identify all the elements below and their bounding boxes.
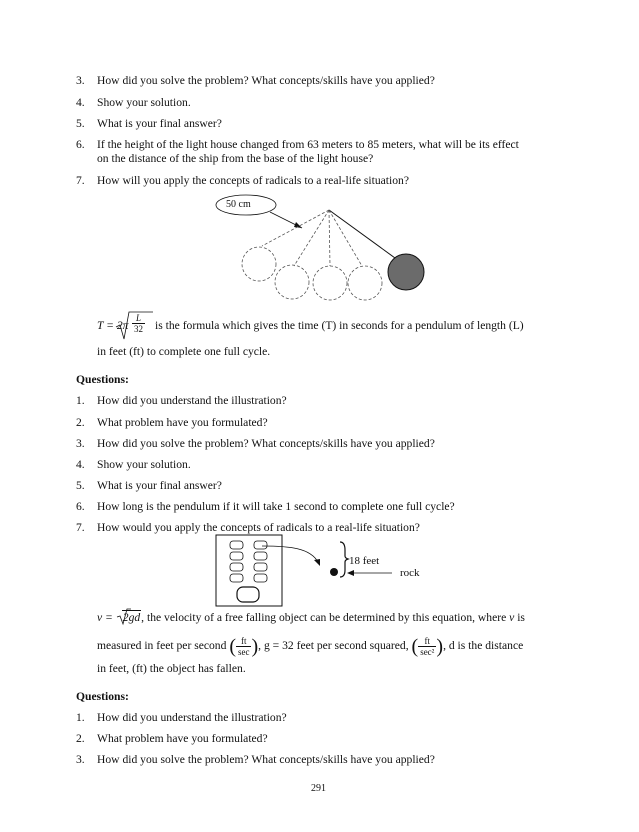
item-number: 3. xyxy=(76,753,85,766)
velocity-description: , the velocity of a free falling object can be determined by this equation, where xyxy=(141,611,507,624)
gravity-text: , g = 32 feet per second squared, xyxy=(258,639,409,653)
formula-lhs: T = 2π xyxy=(97,319,129,332)
unit-numerator: ft xyxy=(236,636,252,647)
distance-text: , d is the distance xyxy=(443,639,524,653)
question-text: What is your final answer? xyxy=(97,479,222,492)
question-text: How did you understand the illustration? xyxy=(97,394,287,407)
item-number: 1. xyxy=(76,394,85,407)
height-label: 18 feet xyxy=(349,555,380,567)
page-number: 291 xyxy=(311,783,326,794)
item-number: 3. xyxy=(76,74,85,87)
item-number: 6. xyxy=(76,500,85,513)
question-text: What problem have you formulated? xyxy=(97,732,268,745)
item-number: 4. xyxy=(76,96,85,109)
item-number: 2. xyxy=(76,732,85,745)
item-number: 7. xyxy=(76,521,85,534)
units-text: measured in feet per second xyxy=(97,639,227,653)
question-text: How did you solve the problem? What concepts/skills have you applied? xyxy=(97,437,435,450)
question-text: How would you apply the concepts of radicals to a real-life situation? xyxy=(97,521,420,534)
formula-numerator: L xyxy=(132,313,145,324)
formula-description-continued: in feet (ft) to complete one full cycle. xyxy=(97,345,271,358)
question-text: How did you solve the problem? What concepts/skills have you applied? xyxy=(97,74,435,87)
velocity-lhs: v = xyxy=(97,611,113,624)
questions-heading: Questions: xyxy=(76,373,129,386)
item-number: 7. xyxy=(76,174,85,187)
velocity-var: v xyxy=(509,611,515,624)
item-number: 4. xyxy=(76,458,85,471)
unit-numerator: ft xyxy=(418,636,436,647)
item-number: 1. xyxy=(76,711,85,724)
units-line-continued: in feet, (ft) the object has fallen. xyxy=(97,662,246,675)
question-text: What problem have you formulated? xyxy=(97,416,268,429)
question-text: How will you apply the concepts of radicals to a real-life situation? xyxy=(97,174,409,187)
pendulum-length-label: 50 cm xyxy=(226,199,251,210)
question-text-continued: on the distance of the ship from the base of the light house? xyxy=(97,152,374,165)
item-number: 6. xyxy=(76,138,85,151)
question-text: How did you solve the problem? What concepts/skills have you applied? xyxy=(97,753,435,766)
unit-denominator: sec xyxy=(237,647,250,657)
item-number: 5. xyxy=(76,479,85,492)
question-text: If the height of the light house changed from 63 meters to 85 meters, what will be its effect xyxy=(97,138,519,151)
velocity-description-end: is xyxy=(517,611,525,624)
unit-denominator: sec² xyxy=(420,647,435,657)
question-text: Show your solution. xyxy=(97,96,191,109)
formula-description: is the formula which gives the time (T) in seconds for a pendulum of length (L) xyxy=(155,319,524,332)
question-text: How did you understand the illustration? xyxy=(97,711,287,724)
item-number: 2. xyxy=(76,416,85,429)
question-text: What is your final answer? xyxy=(97,117,222,130)
questions-heading: Questions: xyxy=(76,690,129,703)
item-number: 3. xyxy=(76,437,85,450)
question-text: Show your solution. xyxy=(97,458,191,471)
units-line: measured in feet per second ( $\frac{ft}{\sec}$ ), g = 32 feet per second squared, ( $\frac{ft}{\text{sec²}}$ ), d is the distance xyxy=(97,635,524,658)
item-number: 5. xyxy=(76,117,85,130)
question-text: How long is the pendulum if it will take 1 second to complete one full cycle? xyxy=(97,500,455,513)
velocity-radicand: 2gd xyxy=(122,611,141,624)
rock-label: rock xyxy=(400,567,420,579)
formula-denominator: 32 xyxy=(134,324,143,334)
